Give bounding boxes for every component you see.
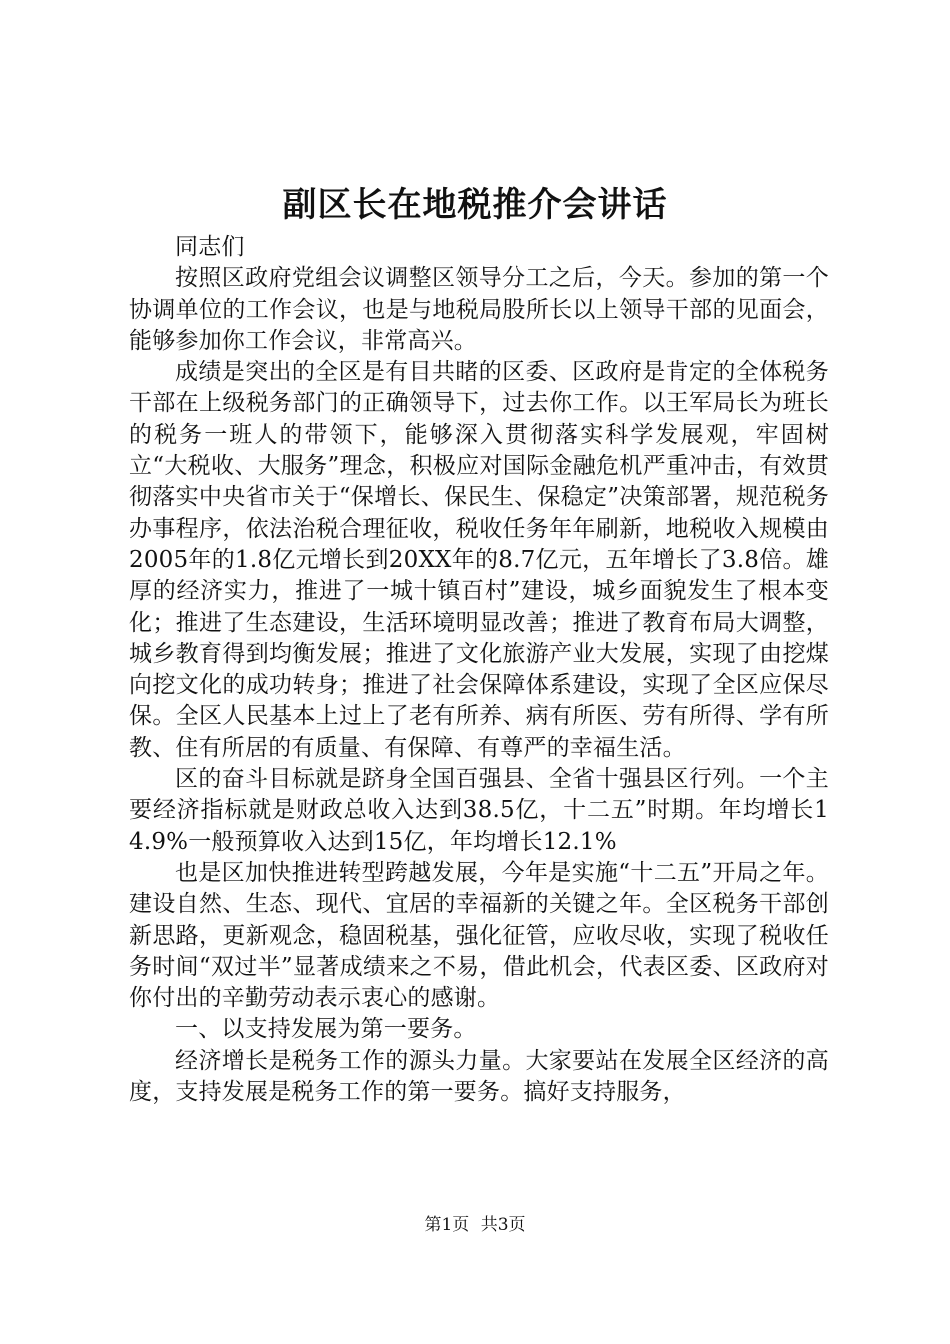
salutation: 同志们 [175,234,245,260]
paragraph: 成绩是突出的全区是有目共睹的区委、区政府是肯定的全体税务干部在上级税务部门的正确领导下，过去你工作。以王军局长为班长的税务一班人的带领下，能够深入贯彻落实科学发展观，牢固树立“大税收、大服务”理念，积极应对国际金融危机严重冲击，有效贯彻落实中央省市关于“保增长、保民生、保稳定”决策部署，规范税务办事程序，依法治税合理征收，税收任务年年刷新，地税收入规模由2005年的1.8亿元增长到20XX年的8.7亿元，五年增长了3.8倍。雄厚的经济实力，推进了一城十镇百村”建设，城乡面貌发生了根本变化；推进了生态建设，生活环境明显改善；推进了教育布局大调整，城乡教育得到均衡发展；推进了文化旅游产业大发展，实现了由挖煤向挖文化的成功转身；推进了社会保障体系建设，实现了全区应保尽保。全区人民基本上过上了老有所养、病有所医、劳有所得、学有所教、住有所居的有质量、有保障、有尊严的幸福生活。 [129,359,829,761]
paragraph: 也是区加快推进转型跨越发展，今年是实施“十二五”开局之年。建设自然、生态、现代、宜居的幸福新的关键之年。全区税务干部创新思路，更新观念，稳固税基，强化征管，应收尽收，实现了税收任务时间“双过半”显著成绩来之不易，借此机会，代表区委、区政府对你付出的辛勤劳动表示衷心的感谢。 [129,859,829,1012]
document-title: 副区长在地税推介会讲话 [282,185,668,225]
page-footer [0,1213,950,1237]
page-total: 共3页 [480,1215,526,1235]
document-body [129,232,829,1108]
paragraph: 按照区政府党组会议调整区领导分工之后，今天。参加的第一个协调单位的工作会议，也是与地税局股所长以上领导干部的见面会，能够参加你工作会议，非常高兴。 [129,265,829,354]
page-number: 第1页 [424,1215,470,1235]
paragraph: 区的奋斗目标就是跻身全国百强县、全省十强县区行列。一个主要经济指标就是财政总收入达到38.5亿，十二五”时期。年均增长14.9%一般预算收入达到15亿，年均增长12.1% [129,766,829,855]
section-heading: 一、以支持发展为第一要务。 [175,1016,477,1043]
paragraph: 经济增长是税务工作的源头力量。大家要站在发展全区经济的高度，支持发展是税务工作的第一要务。搞好支持服务， [129,1047,829,1106]
